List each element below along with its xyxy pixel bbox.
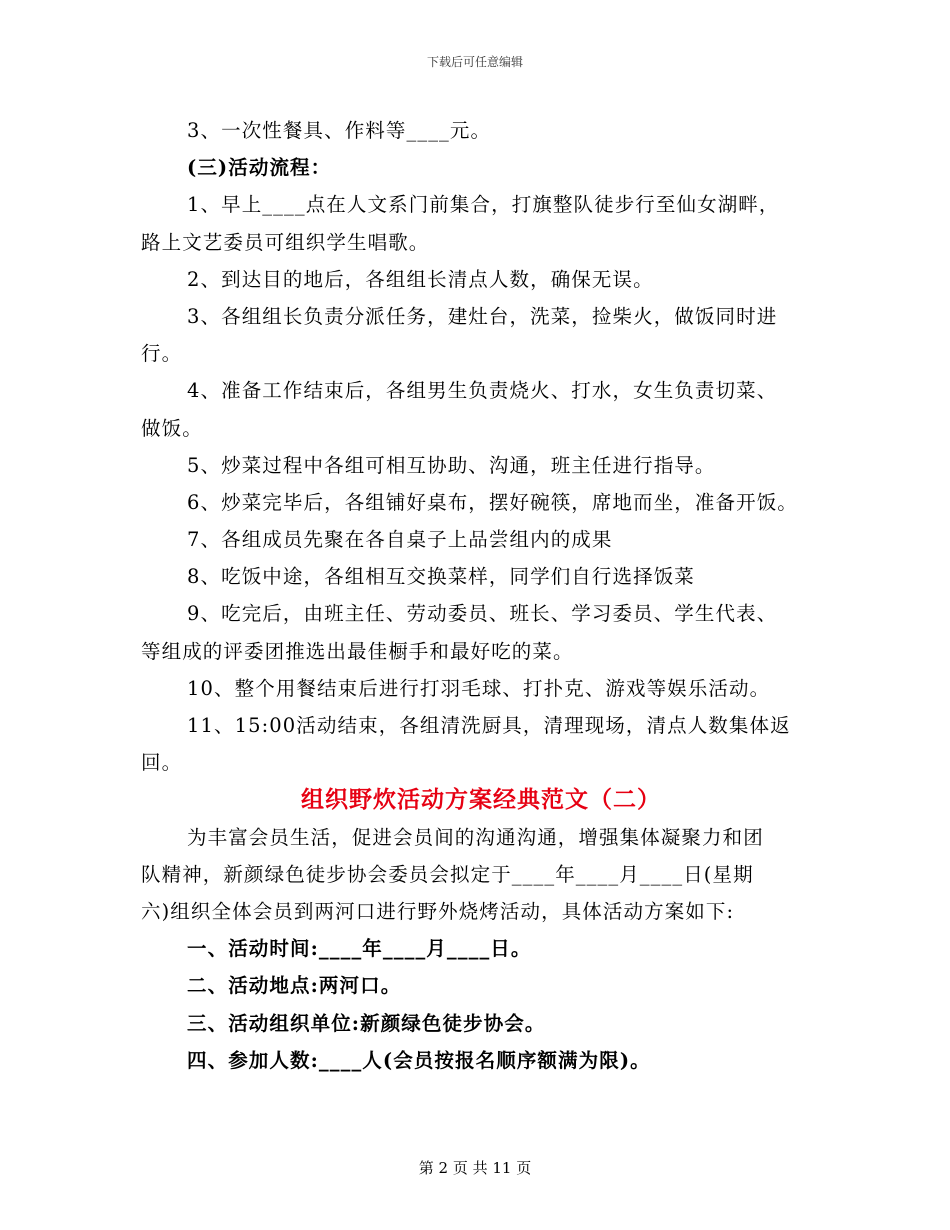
step-line-cont: 行。 [141,342,183,366]
step-line: 2、到达目的地后，各组组长清点人数，确保无误。 [187,267,654,291]
plan-item-organizer: 三、活动组织单位:新颜绿色徒步协会。 [187,1011,546,1035]
plan-item-time: 一、活动时间:____年____月____日。 [187,937,532,961]
section-title: 组织野炊活动方案经典范文（二） [301,786,661,814]
page-footer: 第 2 页 共 11 页 [418,1159,532,1177]
step-line: 10、整个用餐结束后进行打羽毛球、打扑克、游戏等娱乐活动。 [187,676,771,700]
step-line: 1、早上____点在人文系门前集合，打旗整队徒步行至仙女湖畔， [187,193,780,217]
step-line-cont: 做饭。 [141,416,203,440]
step-line-cont: 等组成的评委团推选出最佳橱手和最好吃的菜。 [141,639,574,663]
document-body [141,112,821,1079]
step-line: 11、15:00活动结束，各组清洗厨具，清理现场，清点人数集体返 [187,714,791,737]
step-line: 9、吃完后，由班主任、劳动委员、班长、学习委员、学生代表、 [187,602,778,626]
intro-line-cont: 六)组织全体会员到两河口进行野外烧烤活动，具体活动方案如下: [141,899,735,923]
step-line: 3、各组组长负责分派任务，建灶台，洗菜，捡柴火，做饭同时进 [187,304,778,328]
step-line: 8、吃饭中途，各组相互交换菜样，同学们自行选择饭菜 [187,565,695,589]
plan-item-participants: 四、参加人数:____人(会员按报名顺序额满为限)。 [187,1048,651,1072]
step-line-cont: 回。 [141,751,183,775]
plan-item-location: 二、活动地点:两河口。 [187,974,402,998]
step-line-cont: 路上文艺委员可组织学生唱歌。 [141,230,430,254]
step-line: 4、准备工作结束后，各组男生负责烧火、打水，女生负责切菜、 [187,379,778,403]
cost-item-3: 3、一次性餐具、作料等____元。 [187,119,492,142]
step-line: 6、炒菜完毕后，各组铺好桌布，摆好碗筷，席地而坐，准备开饭。 [187,490,798,514]
page-header: 下载后可任意编辑 [426,55,523,69]
intro-line: 为丰富会员生活，促进会员间的沟通沟通，增强集体凝聚力和团 [187,825,764,849]
step-line: 5、炒菜过程中各组可相互协助、沟通，班主任进行指导。 [187,453,716,477]
section-heading-process: (三)活动流程： [187,156,332,180]
intro-line-cont: 队精神，新颜绿色徒步协会委员会拟定于____年____月____日(星期 [141,862,754,886]
step-line: 7、各组成员先聚在各自桌子上品尝组内的成果 [187,528,613,552]
